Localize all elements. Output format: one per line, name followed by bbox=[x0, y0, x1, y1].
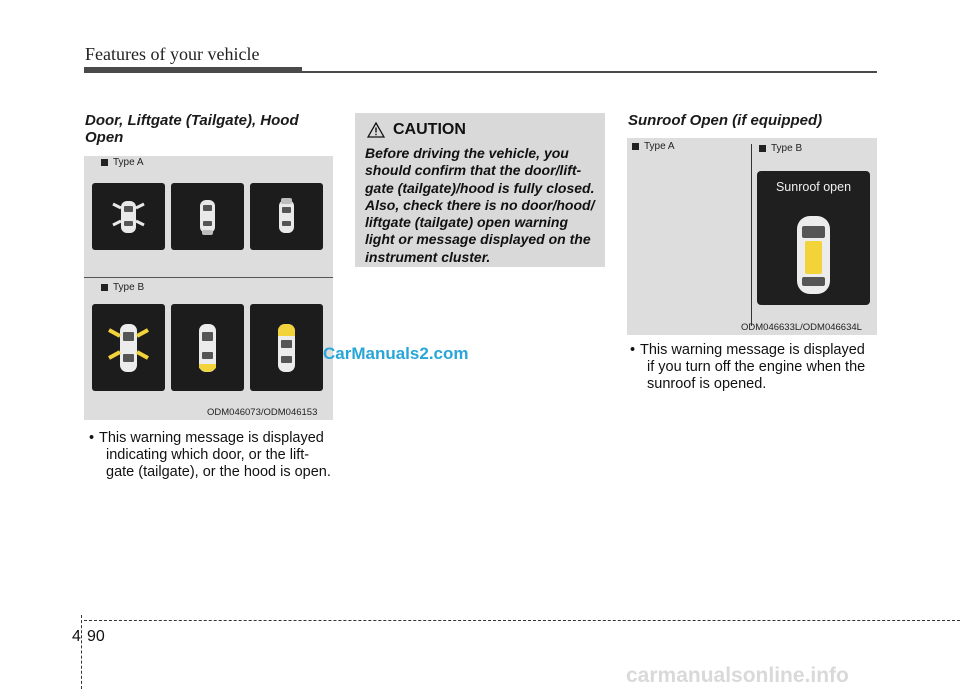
bullet-dot: • bbox=[630, 342, 636, 358]
section-heading-door-open bbox=[85, 112, 299, 146]
bullet-sunroof-open bbox=[630, 342, 878, 393]
panel-divider bbox=[751, 144, 752, 326]
footer-divider-horizontal bbox=[84, 620, 960, 621]
type-b-label: Type B bbox=[759, 143, 802, 154]
caution-line: instrument cluster. bbox=[365, 248, 491, 265]
bullet-line: This warning message is displayed bbox=[640, 342, 865, 358]
figure-code: ODM046073/ODM046153 bbox=[207, 407, 318, 418]
car-sunroof-icon bbox=[757, 171, 870, 305]
bullet-line: if you turn off the engine when the bbox=[647, 359, 866, 375]
caution-line: liftgate (tailgate) open warning bbox=[365, 214, 569, 231]
warning-triangle-icon bbox=[367, 122, 385, 138]
header-bar bbox=[84, 67, 302, 73]
figure-code: ODM046633L/ODM046634L bbox=[741, 322, 862, 333]
square-bullet-icon bbox=[101, 284, 108, 291]
bullet-line: This warning message is displayed bbox=[99, 430, 324, 446]
caution-line: light or message displayed on the bbox=[365, 231, 591, 248]
heading-line: Door, Liftgate (Tailgate), Hood bbox=[85, 112, 299, 129]
door-open-indicator-type-b bbox=[92, 304, 165, 391]
bullet-line: sunroof is opened. bbox=[647, 376, 767, 392]
display-message: Sunroof open bbox=[775, 180, 852, 194]
type-a-label: Type A bbox=[101, 157, 144, 168]
bullet-line: gate (tailgate), or the hood is open. bbox=[106, 464, 331, 480]
caution-text bbox=[365, 145, 597, 266]
hood-open-indicator-type-b bbox=[250, 304, 323, 391]
section-heading-sunroof-open: Sunroof Open (if equipped) bbox=[628, 112, 823, 129]
bullet-line: indicating which door, or the lift- bbox=[106, 447, 310, 463]
page-number: 90 bbox=[87, 628, 105, 645]
sunroof-open-display bbox=[757, 171, 870, 305]
caution-line: should confirm that the door/lift- bbox=[365, 162, 582, 179]
bullet-dot: • bbox=[89, 430, 95, 446]
door-open-indicator bbox=[92, 183, 165, 250]
type-b-label: Type B bbox=[101, 282, 144, 293]
watermark-text: CarManuals2.com bbox=[323, 344, 469, 363]
liftgate-open-indicator-type-b bbox=[171, 304, 244, 391]
footer-watermark: carmanualsonline.info bbox=[626, 664, 849, 687]
caution-line: Also, check there is no door/hood/ bbox=[365, 196, 595, 213]
caution-line: Before driving the vehicle, you bbox=[365, 145, 569, 161]
square-bullet-icon bbox=[632, 143, 639, 150]
page-header-title: Features of your vehicle bbox=[85, 44, 260, 64]
liftgate-open-indicator bbox=[171, 183, 244, 250]
square-bullet-icon bbox=[101, 159, 108, 166]
header-rule bbox=[302, 71, 877, 73]
footer-divider-vertical bbox=[81, 615, 82, 689]
panel-divider bbox=[84, 277, 333, 278]
caution-heading bbox=[367, 121, 466, 139]
hood-open-indicator bbox=[250, 183, 323, 250]
caution-box bbox=[355, 113, 605, 267]
bullet-door-open bbox=[89, 430, 335, 481]
caution-title: CAUTION bbox=[393, 121, 466, 138]
chapter-number: 4 bbox=[72, 628, 81, 645]
square-bullet-icon bbox=[759, 145, 766, 152]
caution-line: gate (tailgate)/hood is fully closed. bbox=[365, 179, 595, 196]
type-a-label: Type A bbox=[632, 141, 675, 152]
heading-line: Open bbox=[85, 129, 124, 146]
